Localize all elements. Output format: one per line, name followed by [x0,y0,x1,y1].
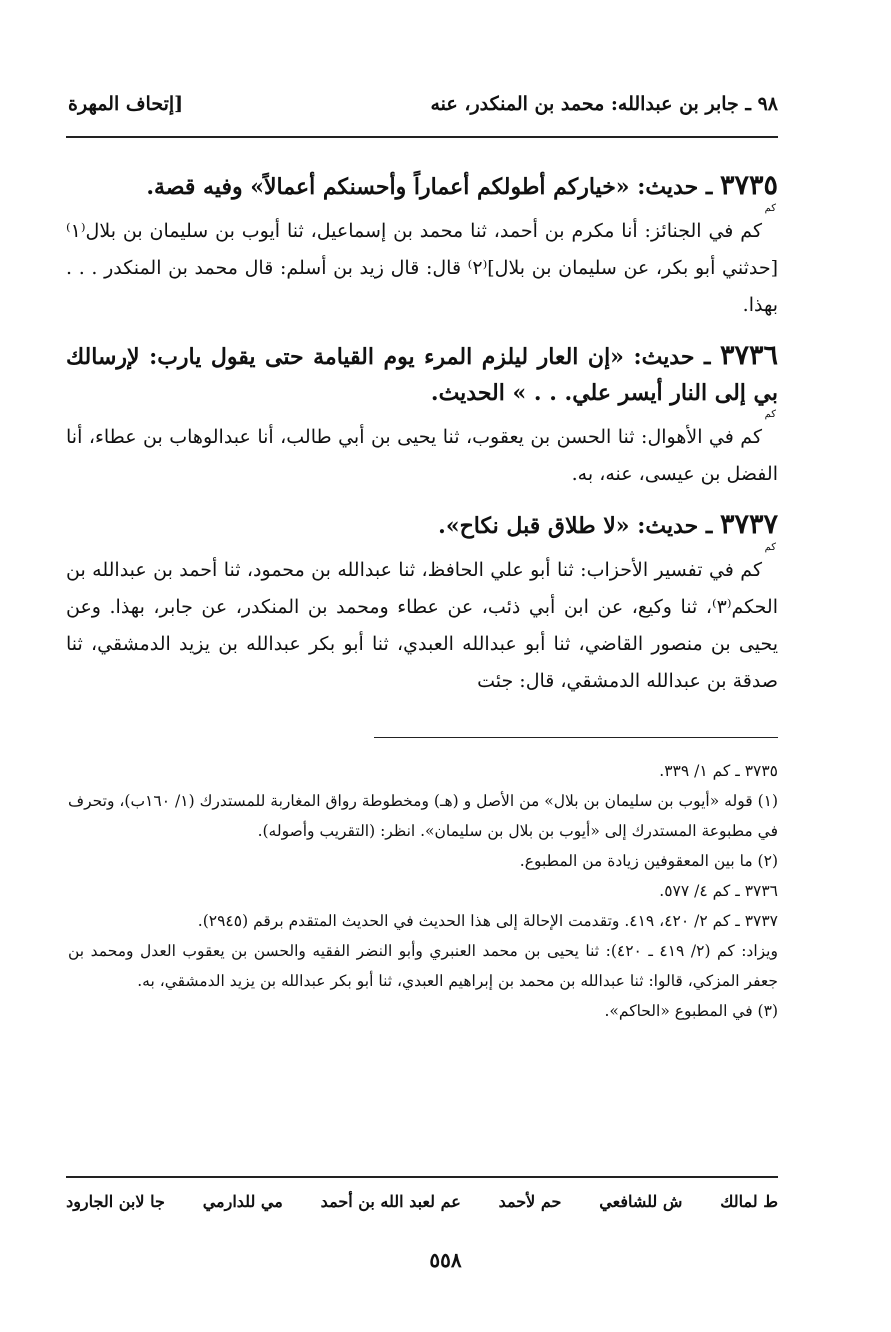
header-book-title: [إتحاف المهرة [68,93,184,115]
source-tag: كم [764,203,776,214]
abbreviation: مي للدارمي [202,1192,283,1211]
hadith-number: ٣٧٣٥ [719,170,778,201]
footnote-rule [374,737,778,738]
footnote: ويزاد: كم (٢/ ٤١٩ ـ ٤٢٠): ثنا يحيى بن محمد العنبري وأبو النضر الفقيه والحسن بن يعقوب العدل ومحمد بن جعفر المزكي، قالوا: ثنا عبدالله بن محمد بن إبراهيم العبدي، ثنا أبو بكر عبدالله بن يزيد الدمشقي، به. [68,942,778,990]
header-rule [66,136,778,138]
hadith-title [66,507,778,544]
hadith-text: ـ حديث: «لا طلاق قبل نكاح». [438,513,713,539]
abbreviation: جا لابن الجارود [66,1192,165,1211]
abbreviation: عم لعبد الله بن أحمد [320,1192,461,1211]
abbreviation-rule [66,1176,778,1178]
hadith-number: ٣٧٣٦ [719,340,778,371]
footnote: (١) قوله «أيوب بن سليمان بن بلال» من الأصل و (هـ) ومخطوطة رواق المغاربة للمستدرك (١/ ١٦٠ب)، وتحرف في مطبوعة المستدرك إلى «أيوب بن بلال بن سليمان». انظر: (التقريب وأصوله). [68,792,779,840]
abbreviation: حم لأحمد [498,1192,562,1211]
running-header [68,86,778,122]
hadith-chain: كم في الجنائز: أنا مكرم بن أحمد، ثنا محمد بن إسماعيل، ثنا أيوب بن سليمان بن بلال⁽١⁾ [حدثني أبو بكر، عن سليمان بن بلال]⁽٢⁾ قال: قال زيد بن أسلم: قال محمد بن المنكدر . . . بهذا. [66,220,778,316]
hadith-title [66,168,778,205]
page-number: ٥٥٨ [429,1248,462,1272]
footnote: ٣٧٣٦ ـ كم ٤/ ٥٧٧. [659,882,778,900]
source-tag: كم [764,542,776,553]
footnote: (٢) ما بين المعقوفين زيادة من المطبوع. [519,852,778,870]
footnotes [68,756,778,1026]
source-tag: كم [764,409,776,420]
abbreviation: ش للشافعي [599,1192,683,1211]
hadith-chain: كم في تفسير الأحزاب: ثنا أبو علي الحافظ، ثنا عبدالله بن محمود، ثنا أحمد بن عبدالله بن الحكم⁽٣⁾، ثنا وكيع، عن ابن أبي ذئب، عن عطاء ومحمد بن المنكدر، عن جابر، بهذا. وعن يحيى بن منصور القاضي، ثنا أبو عبدالله العبدي، ثنا أبو بكر عبدالله بن يزيد الدمشقي، ثنا صدقة بن عبدالله الدمشقي، قال: جئت [66,559,778,692]
hadith-text: ـ حديث: «خياركم أطولكم أعماراً وأحسنكم أعمالاً» وفيه قصة. [146,174,713,200]
footnote: ٣٧٣٧ ـ كم ٢/ ٤٢٠، ٤١٩. وتقدمت الإحالة إلى هذا الحديث في الحديث المتقدم برقم (٢٩٤٥). [197,912,778,930]
hadith-chain: كم في الأهوال: ثنا الحسن بن يعقوب، ثنا يحيى بن أبي طالب، أنا عبدالوهاب بن عطاء، أنا الفضل بن عيسى، عنه، به. [66,426,778,485]
header-chapter-title: ٩٨ ـ جابر بن عبدالله: محمد بن المنكدر، عنه [430,93,778,115]
footnote: (٣) في المطبوع «الحاكم». [604,1002,778,1020]
hadith-title [66,338,778,411]
abbreviation-key [66,1192,778,1211]
hadith-text: ـ حديث: «إن العار ليلزم المرء يوم القيامة حتى يقول يارب: لإرسالك بي إلى النار أيسر علي. . . » الحديث. [66,344,778,406]
hadith-number: ٣٧٣٧ [719,509,778,540]
footnote: ٣٧٣٥ ـ كم ١/ ٣٣٩. [659,762,778,780]
main-text [66,168,778,708]
abbreviation: ط لمالك [720,1192,778,1211]
